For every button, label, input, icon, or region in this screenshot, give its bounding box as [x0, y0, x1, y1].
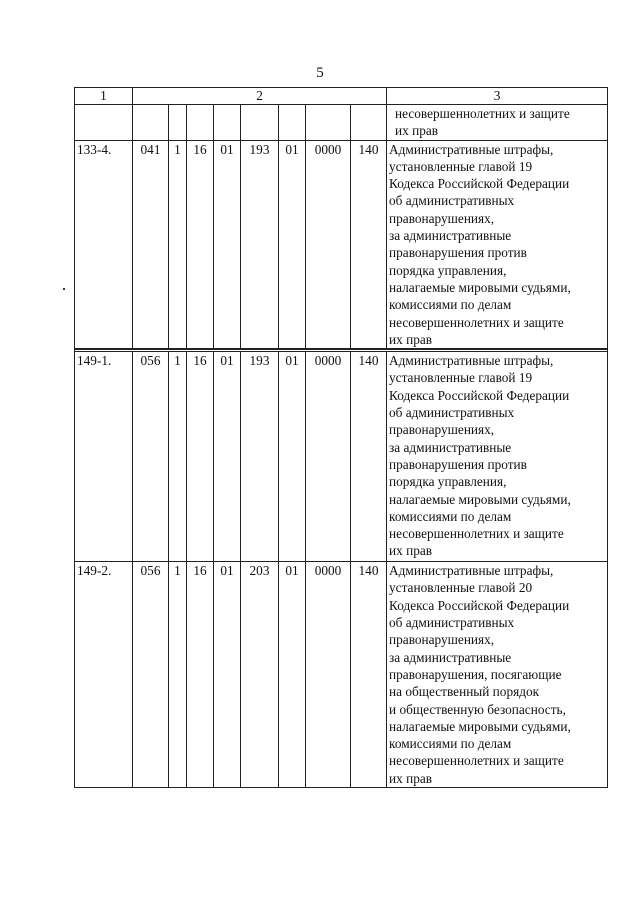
code-article: 01: [214, 352, 241, 562]
code-subgroup: 16: [187, 562, 214, 788]
table-header-row: [75, 88, 608, 105]
table-row: [75, 562, 608, 788]
cont-code-cell: [306, 105, 351, 141]
table-row-continuation: [75, 105, 608, 141]
cont-code-cell: [241, 105, 279, 141]
code-group: 1: [169, 562, 187, 788]
code-subarticle: 193: [241, 352, 279, 562]
code-subgroup: 16: [187, 352, 214, 562]
code-element: 01: [279, 352, 306, 562]
code-subarticle: 193: [241, 140, 279, 349]
code-element: 01: [279, 562, 306, 788]
code-economic: 140: [351, 140, 387, 349]
code-element: 01: [279, 140, 306, 349]
code-article: 01: [214, 562, 241, 788]
cont-code-cell: [169, 105, 187, 141]
table-row: [75, 140, 608, 349]
code-subarticle: 203: [241, 562, 279, 788]
cont-code-cell: [279, 105, 306, 141]
row-description: Административные штрафы, установленные главой 20 Кодекса Российской Федерации об административных правонарушениях, за административные правонарушения, посягающие на общественный порядок и общественную безопасность, налагаемые мировыми судьями, комиссиями по делам несовершеннолетних и защите их прав: [387, 562, 608, 788]
code-group: 1: [169, 140, 187, 349]
code-admin: 056: [133, 562, 169, 788]
code-admin: 041: [133, 140, 169, 349]
header-col-2: 2: [133, 88, 387, 105]
row-description: Административные штрафы, установленные главой 19 Кодекса Российской Федерации об административных правонарушениях, за административные правонарушения против порядка управления, налагаемые мировыми судьями, комиссиями по делам несовершеннолетних и защите их прав: [387, 140, 608, 349]
code-subgroup: 16: [187, 140, 214, 349]
budget-code-table: [74, 87, 608, 788]
code-economic: 140: [351, 352, 387, 562]
code-article: 01: [214, 140, 241, 349]
row-number: 133-4.: [75, 140, 133, 349]
cont-code-cell: [214, 105, 241, 141]
table-row: [75, 352, 608, 562]
scan-mark: [63, 288, 65, 290]
code-program: 0000: [306, 352, 351, 562]
code-admin: 056: [133, 352, 169, 562]
cont-code-cell: [187, 105, 214, 141]
cont-num-cell: [75, 105, 133, 141]
cont-description: несовершеннолетних и защите их прав: [387, 105, 608, 141]
code-group: 1: [169, 352, 187, 562]
code-economic: 140: [351, 562, 387, 788]
row-description: Административные штрафы, установленные главой 19 Кодекса Российской Федерации об административных правонарушениях, за административные правонарушения против порядка управления, налагаемые мировыми судьями, комиссиями по делам несовершеннолетних и защите их прав: [387, 352, 608, 562]
row-number: 149-1.: [75, 352, 133, 562]
code-program: 0000: [306, 562, 351, 788]
code-program: 0000: [306, 140, 351, 349]
header-col-3: 3: [387, 88, 608, 105]
header-col-1: 1: [75, 88, 133, 105]
row-number: 149-2.: [75, 562, 133, 788]
cont-code-cell: [133, 105, 169, 141]
cont-code-cell: [351, 105, 387, 141]
page-number: 5: [316, 65, 324, 81]
